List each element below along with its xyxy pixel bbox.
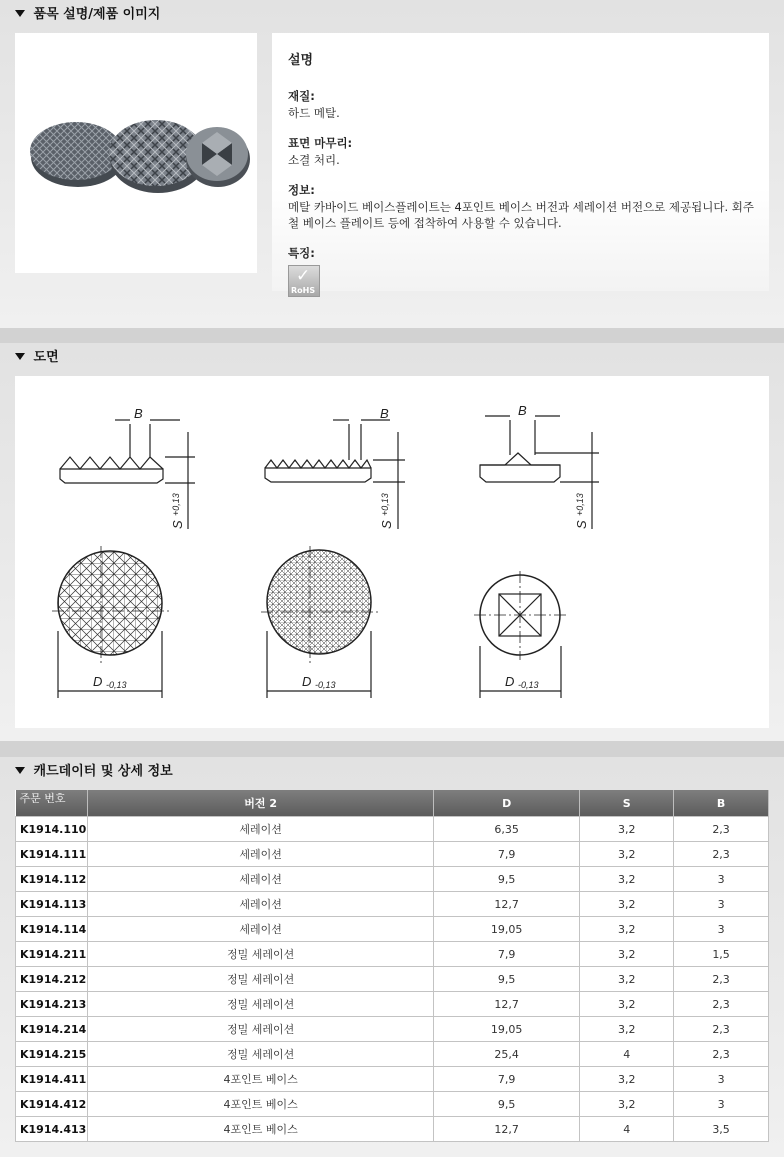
cell-s-value: 4 xyxy=(580,1042,674,1067)
table-body xyxy=(16,817,769,1142)
cell-order-number[interactable]: K1914.411 xyxy=(16,1067,88,1092)
features-label: 특징: xyxy=(288,246,315,260)
column-header-version[interactable]: 버전 2 xyxy=(88,790,434,817)
cell-version: 정밀 세레이션 xyxy=(88,967,434,992)
cell-b-value: 2,3 xyxy=(674,1042,769,1067)
cell-version: 정밀 세레이션 xyxy=(88,1017,434,1042)
table-row[interactable] xyxy=(16,967,769,992)
description-section-toggle[interactable] xyxy=(0,0,784,30)
collapse-triangle-icon xyxy=(15,767,25,774)
cell-b-value: 3 xyxy=(674,917,769,942)
cell-b-value: 1,5 xyxy=(674,942,769,967)
cell-d-value: 6,35 xyxy=(434,817,580,842)
cell-b-value: 3 xyxy=(674,892,769,917)
cell-order-number[interactable]: K1914.213 xyxy=(16,992,88,1017)
dim-label-d-tol-3: -0,13 xyxy=(518,680,539,690)
cell-d-value: 9,5 xyxy=(434,967,580,992)
finish-label: 표면 마무리: xyxy=(288,136,353,150)
technical-drawing xyxy=(15,376,769,728)
collapse-triangle-icon xyxy=(15,10,25,17)
cad-data-table xyxy=(15,790,769,1142)
cell-s-value: 3,2 xyxy=(580,917,674,942)
cell-b-value: 3 xyxy=(674,867,769,892)
cell-version: 4포인트 베이스 xyxy=(88,1067,434,1092)
drawing-section-title: 도면 xyxy=(33,350,59,365)
dim-label-s-2: S xyxy=(379,520,394,529)
description-title: 설명 xyxy=(288,53,314,68)
product-photo-illustration xyxy=(15,33,257,273)
cell-s-value: 3,2 xyxy=(580,942,674,967)
info-value: 메탈 카바이드 베이스플레이트는 4포인트 베이스 버전과 세레이션 버전으로 제공됩니다. 회주철 베이스 플레이트 등에 접착하여 사용할 수 있습니다. xyxy=(288,200,755,230)
cell-d-value: 7,9 xyxy=(434,942,580,967)
cell-s-value: 3,2 xyxy=(580,1017,674,1042)
table-row[interactable] xyxy=(16,867,769,892)
dim-label-b-2: B xyxy=(380,406,389,421)
cell-version: 세레이션 xyxy=(88,842,434,867)
cell-s-value: 4 xyxy=(580,1117,674,1142)
dim-label-b: B xyxy=(134,406,143,421)
technical-drawing-svg xyxy=(15,376,769,728)
cell-s-value: 3,2 xyxy=(580,817,674,842)
cell-b-value: 3,5 xyxy=(674,1117,769,1142)
cell-version: 4포인트 베이스 xyxy=(88,1117,434,1142)
cad-section-title: 캐드데이터 및 상세 정보 xyxy=(33,764,173,779)
table-row[interactable] xyxy=(16,1067,769,1092)
table-row[interactable] xyxy=(16,842,769,867)
cell-b-value: 2,3 xyxy=(674,992,769,1017)
dim-label-d-tol-2: -0,13 xyxy=(315,680,336,690)
dim-label-d: D xyxy=(93,674,103,689)
cell-d-value: 7,9 xyxy=(434,1067,580,1092)
cell-s-value: 3,2 xyxy=(580,992,674,1017)
cell-s-value: 3,2 xyxy=(580,967,674,992)
cell-d-value: 12,7 xyxy=(434,892,580,917)
cell-b-value: 2,3 xyxy=(674,967,769,992)
top-view-fine-serration xyxy=(261,546,379,698)
dim-label-d-2: D xyxy=(302,674,312,689)
dim-label-b-3: B xyxy=(518,403,527,418)
product-description-section xyxy=(0,0,784,328)
column-header-s[interactable]: S xyxy=(580,790,674,817)
table-row[interactable] xyxy=(16,1117,769,1142)
description-section-title: 품목 설명/제품 이미지 xyxy=(33,7,161,22)
info-label: 정보: xyxy=(288,183,315,197)
table-row[interactable] xyxy=(16,1042,769,1067)
cell-order-number[interactable]: K1914.413 xyxy=(16,1117,88,1142)
cell-s-value: 3,2 xyxy=(580,1067,674,1092)
cell-b-value: 3 xyxy=(674,1067,769,1092)
cad-section-toggle[interactable] xyxy=(0,757,784,787)
cell-d-value: 12,7 xyxy=(434,1117,580,1142)
cell-version: 4포인트 베이스 xyxy=(88,1092,434,1117)
cell-s-value: 3,2 xyxy=(580,892,674,917)
checkmark-icon: ✓ xyxy=(296,266,311,286)
cell-order-number[interactable]: K1914.112 xyxy=(16,867,88,892)
collapse-triangle-icon xyxy=(15,353,25,360)
cell-version: 세레이션 xyxy=(88,892,434,917)
dim-label-d-3: D xyxy=(505,674,515,689)
cell-version: 정밀 세레이션 xyxy=(88,992,434,1017)
cell-version: 세레이션 xyxy=(88,867,434,892)
cell-b-value: 2,3 xyxy=(674,817,769,842)
cell-s-value: 3,2 xyxy=(580,1092,674,1117)
table-row[interactable] xyxy=(16,942,769,967)
table-row[interactable] xyxy=(16,817,769,842)
cell-order-number[interactable]: K1914.412 xyxy=(16,1092,88,1117)
cell-version: 정밀 세레이션 xyxy=(88,942,434,967)
cell-d-value: 9,5 xyxy=(434,1092,580,1117)
cell-order-number[interactable]: K1914.110 xyxy=(16,817,88,842)
cell-order-number[interactable]: K1914.114 xyxy=(16,917,88,942)
drawing-section-toggle[interactable] xyxy=(0,343,784,373)
cell-order-number[interactable]: K1914.111 xyxy=(16,842,88,867)
drawing-section xyxy=(0,343,784,741)
finish-value: 소결 처리. xyxy=(288,153,340,167)
dim-label-s-tol-3: +0,13 xyxy=(575,493,585,516)
table-row[interactable] xyxy=(16,917,769,942)
top-view-serration xyxy=(52,546,170,698)
cell-s-value: 3,2 xyxy=(580,867,674,892)
cell-order-number[interactable]: K1914.212 xyxy=(16,967,88,992)
column-header-d[interactable]: D xyxy=(434,790,580,817)
table-row[interactable] xyxy=(16,892,769,917)
table-row[interactable] xyxy=(16,1092,769,1117)
cell-d-value: 19,05 xyxy=(434,917,580,942)
cell-s-value: 3,2 xyxy=(580,842,674,867)
cell-order-number[interactable]: K1914.113 xyxy=(16,892,88,917)
table-row[interactable] xyxy=(16,1017,769,1042)
description-panel xyxy=(272,33,769,295)
dim-label-s-3: S xyxy=(574,520,589,529)
column-header-b[interactable]: B xyxy=(674,790,769,817)
dim-label-s-tol-2: +0,13 xyxy=(380,493,390,516)
dim-label-s-tol: +0,13 xyxy=(171,493,181,516)
cell-d-value: 19,05 xyxy=(434,1017,580,1042)
cad-data-section xyxy=(0,757,784,1157)
top-view-4-point xyxy=(474,571,566,698)
cell-order-number[interactable]: K1914.211 xyxy=(16,942,88,967)
dim-label-d-tol: -0,13 xyxy=(106,680,127,690)
cell-b-value: 3 xyxy=(674,1092,769,1117)
cell-version: 정밀 세레이션 xyxy=(88,1042,434,1067)
rohs-badge xyxy=(288,265,320,297)
dim-label-s: S xyxy=(170,520,185,529)
cell-order-number[interactable]: K1914.215 xyxy=(16,1042,88,1067)
cell-order-number[interactable]: K1914.214 xyxy=(16,1017,88,1042)
rohs-badge-text: RoHS xyxy=(291,286,316,295)
cell-version: 세레이션 xyxy=(88,817,434,842)
cell-d-value: 9,5 xyxy=(434,867,580,892)
product-image xyxy=(15,33,257,273)
cell-d-value: 7,9 xyxy=(434,842,580,867)
cell-b-value: 2,3 xyxy=(674,842,769,867)
material-label: 재질: xyxy=(288,89,315,103)
table-row[interactable] xyxy=(16,992,769,1017)
cell-d-value: 25,4 xyxy=(434,1042,580,1067)
cell-b-value: 2,3 xyxy=(674,1017,769,1042)
column-header-order-number[interactable]: 주문 번호 xyxy=(16,790,88,817)
cell-d-value: 12,7 xyxy=(434,992,580,1017)
cell-version: 세레이션 xyxy=(88,917,434,942)
material-value: 하드 메탈. xyxy=(288,106,340,120)
table-header-row xyxy=(16,790,769,817)
